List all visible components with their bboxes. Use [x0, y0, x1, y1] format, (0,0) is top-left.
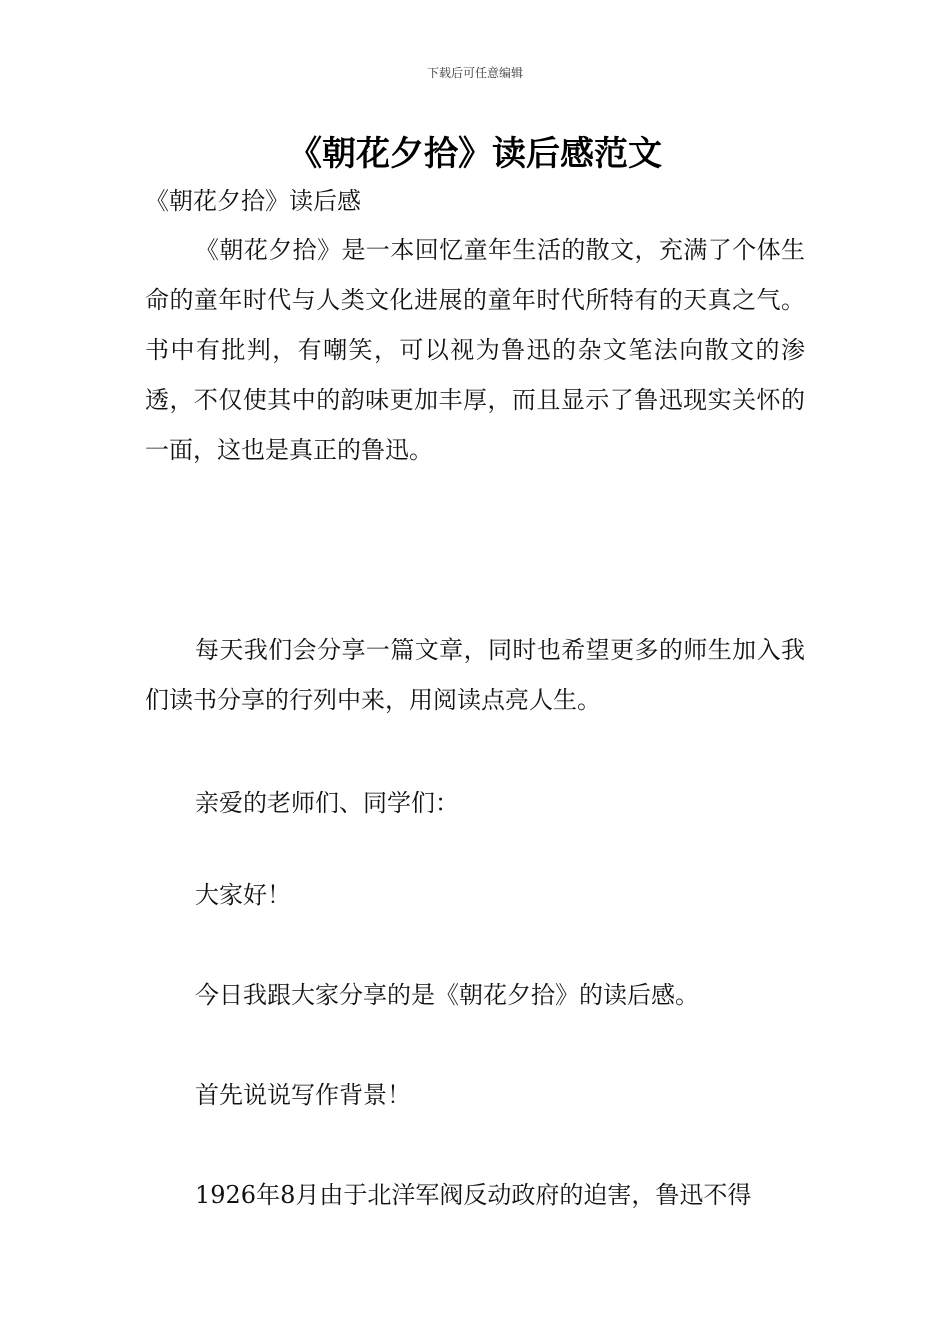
- paragraph-sharing: 每天我们会分享一篇文章，同时也希望更多的师生加入我们读书分享的行列中来，用阅读点亮人生。: [145, 636, 805, 714]
- document-title: 《朝花夕拾》读后感范文: [288, 134, 662, 174]
- document-subtitle: 《朝花夕拾》读后感: [145, 187, 361, 215]
- paragraph-topic: 今日我跟大家分享的是《朝花夕拾》的读后感。: [195, 981, 699, 1009]
- paragraph-background: 1926年8月由于北洋军阀反动政府的迫害，鲁迅不得: [195, 1181, 752, 1209]
- paragraph-background-heading: 首先说说写作背景！: [195, 1081, 411, 1109]
- paragraph-hello: 大家好！: [195, 881, 291, 909]
- header-note: 下载后可任意编辑: [426, 66, 523, 80]
- paragraph-intro: 《朝花夕拾》是一本回忆童年生活的散文，充满了个体生命的童年时代与人类文化进展的童年时代所特有的天真之气。书中有批判，有嘲笑，可以视为鲁迅的杂文笔法向散文的渗透，不仅使其中的韵味更加丰厚，而且显示了鲁迅现实关怀的一面，这也是真正的鲁迅。: [145, 236, 805, 464]
- paragraph-greeting: 亲爱的老师们、同学们：: [195, 789, 459, 817]
